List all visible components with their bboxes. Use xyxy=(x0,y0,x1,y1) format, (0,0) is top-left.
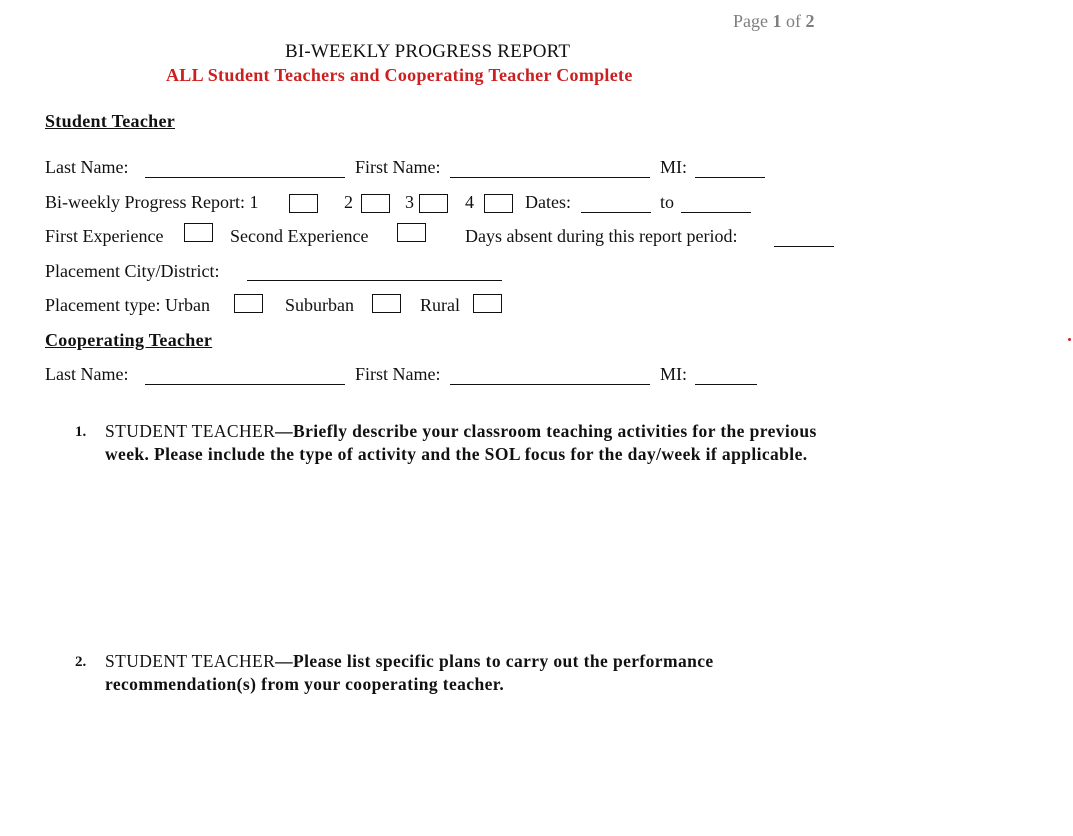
days-absent-field[interactable] xyxy=(774,246,834,247)
dates-label: Dates: xyxy=(525,192,571,212)
first-experience-label: First Experience xyxy=(45,226,164,246)
ct-last-name-label: Last Name: xyxy=(45,364,129,384)
ct-last-name-field[interactable] xyxy=(145,384,345,385)
question-2-body: —Please list specific plans to carry out the performance recommendation(s) from your cooperating teacher. xyxy=(105,651,714,694)
placement-city-field[interactable] xyxy=(247,280,502,281)
question-2-lead: STUDENT TEACHER xyxy=(105,651,276,671)
report-3-label: 3 xyxy=(405,192,414,212)
ct-first-name-label: First Name: xyxy=(355,364,441,384)
question-1-number: 1. xyxy=(75,424,87,440)
st-mi-field[interactable] xyxy=(695,177,765,178)
dates-end-field[interactable] xyxy=(681,212,751,213)
days-absent-label: Days absent during this report period: xyxy=(465,226,738,246)
placement-type-label: Placement type: Urban xyxy=(45,295,210,315)
report-number-label: Bi-weekly Progress Report: 1 xyxy=(45,192,259,212)
second-experience-label: Second Experience xyxy=(230,226,369,246)
question-1-body: —Briefly describe your classroom teaching activities for the previous week. Please include the type of activity and the SOL focus for the day/week if applicable. xyxy=(105,421,817,464)
st-first-name-label: First Name: xyxy=(355,157,441,177)
report-2-checkbox[interactable] xyxy=(361,194,390,213)
first-experience-checkbox[interactable] xyxy=(184,223,213,242)
student-teacher-heading: Student Teacher xyxy=(45,111,176,131)
question-2-number: 2. xyxy=(75,654,87,670)
second-experience-checkbox[interactable] xyxy=(397,223,426,242)
report-title: BI-WEEKLY PROGRESS REPORT xyxy=(285,41,571,62)
suburban-label: Suburban xyxy=(285,295,354,315)
report-2-label: 2 xyxy=(344,192,353,212)
rural-label: Rural xyxy=(420,295,460,315)
report-4-label: 4 xyxy=(465,192,474,212)
rural-checkbox[interactable] xyxy=(473,294,502,313)
ct-mi-field[interactable] xyxy=(695,384,757,385)
page-current: 1 xyxy=(772,11,782,31)
page-of: of xyxy=(786,11,801,31)
st-last-name-field[interactable] xyxy=(145,177,345,178)
question-2-text xyxy=(105,650,795,696)
dates-to-label: to xyxy=(660,192,675,212)
report-4-checkbox[interactable] xyxy=(484,194,513,213)
urban-checkbox[interactable] xyxy=(234,294,263,313)
st-last-name-label: Last Name: xyxy=(45,157,129,177)
report-subtitle: ALL Student Teachers and Cooperating Teacher Complete xyxy=(166,65,633,85)
st-first-name-field[interactable] xyxy=(450,177,650,178)
placement-city-label: Placement City/District: xyxy=(45,261,220,281)
page-total: 2 xyxy=(805,11,815,31)
ct-mi-label: MI: xyxy=(660,364,687,384)
cooperating-teacher-heading: Cooperating Teacher xyxy=(45,330,213,350)
report-3-checkbox[interactable] xyxy=(419,194,448,213)
suburban-checkbox[interactable] xyxy=(372,294,401,313)
report-1-checkbox[interactable] xyxy=(289,194,318,213)
question-1-text xyxy=(105,420,825,466)
ct-first-name-field[interactable] xyxy=(450,384,650,385)
st-mi-label: MI: xyxy=(660,157,687,177)
question-1-lead: STUDENT TEACHER xyxy=(105,421,276,441)
page-number xyxy=(733,11,815,32)
red-marker-dot xyxy=(1068,338,1071,341)
dates-start-field[interactable] xyxy=(581,212,651,213)
page-label: Page xyxy=(733,11,768,31)
